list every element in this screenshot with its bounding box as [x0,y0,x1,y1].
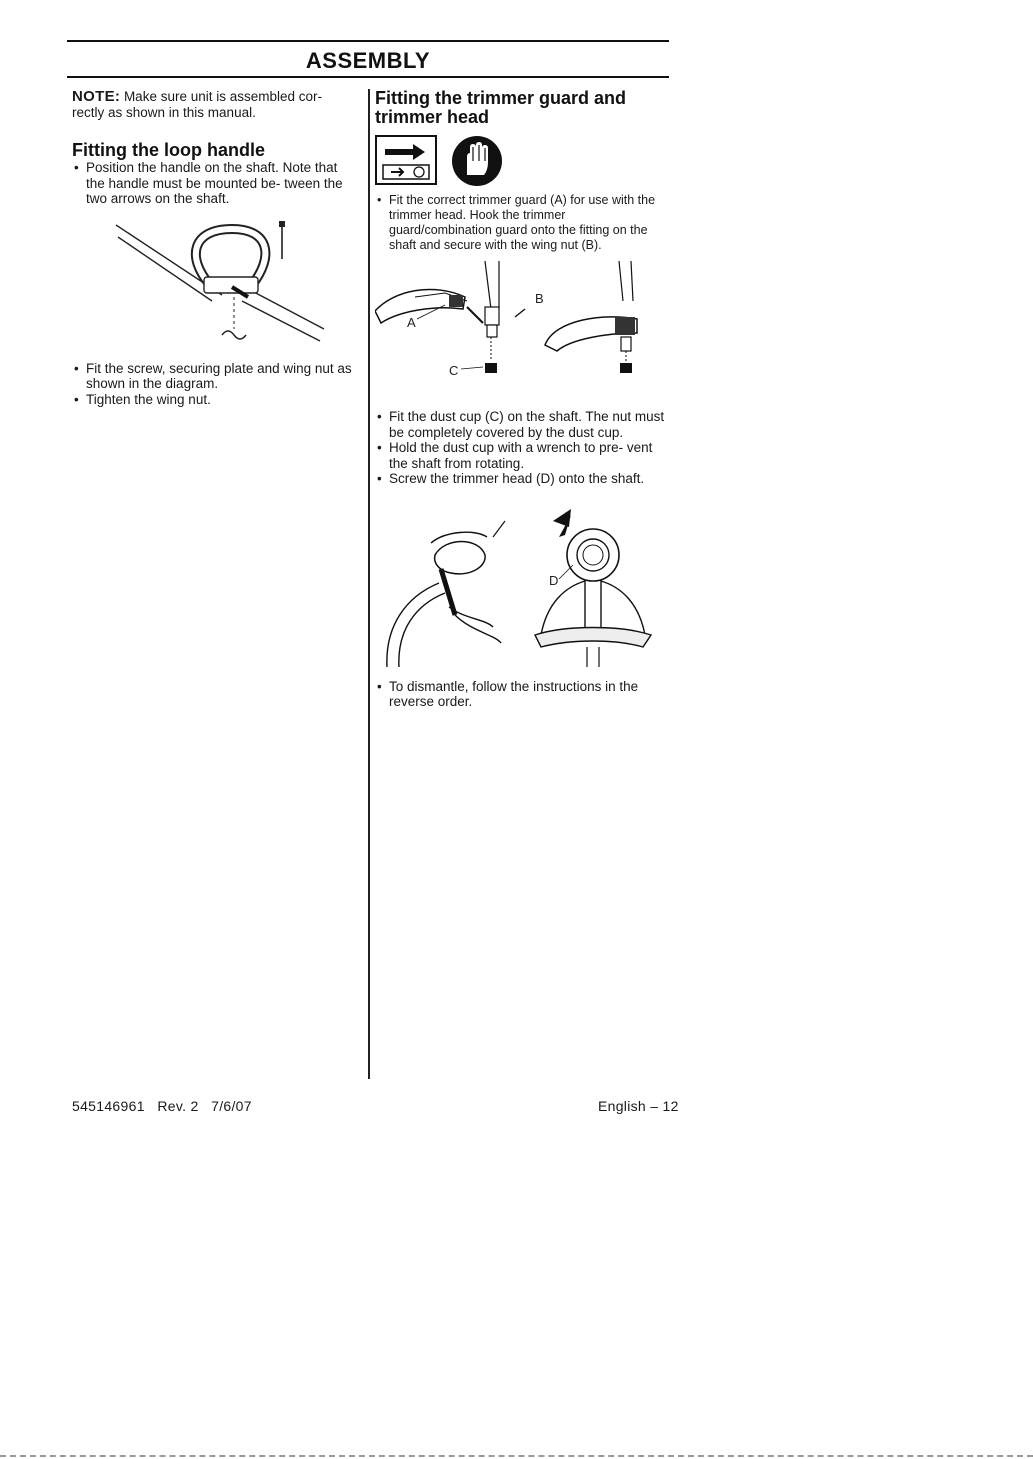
document-reference: 545146961 Rev. 2 7/6/07 [72,1098,252,1114]
right-column [375,89,665,710]
list-item: • To dismantle, follow the instructions in the reverse order. [375,679,665,710]
label-b: B [535,291,544,306]
label-d: D [549,572,559,588]
gloves-icon [451,135,503,187]
list-item: • Tighten the wing nut. [72,392,357,408]
list-item: • Screw the trimmer head (D) onto the shaft. [375,471,665,487]
loop-handle-list-2 [72,361,357,408]
manual-reference-icon [375,135,437,185]
loop-handle-heading: Fitting the loop handle [72,140,265,160]
page-bottom-edge [0,1455,1033,1457]
list-item: • Position the handle on the shaft. Note that the handle must be mounted be- tween the two arrows on the shaft. [72,160,357,207]
header-rule-bottom [67,76,669,78]
note-text-2: rectly as shown in this manual. [72,104,256,120]
trimmer-head-diagram [375,507,655,667]
column-divider [368,89,370,1079]
guard-list [375,193,665,253]
page-number: English – 12 [598,1098,679,1114]
left-column [72,89,357,407]
list-item: • Fit the correct trimmer guard (A) for use with the trimmer head. Hook the trimmer guard/combination guard onto the fitting on the shaft and secure with the wing nut (B). [375,193,665,253]
head-list [375,409,665,487]
label-c: C [449,363,459,378]
header-rule-top [67,40,669,42]
note-text: Make sure unit is assembled cor- [123,89,323,104]
loop-handle-list [72,160,357,207]
list-item: • Hold the dust cup with a wrench to pre- vent the shaft from rotating. [375,440,665,471]
loop-handle-diagram [102,217,342,355]
list-item: • Fit the dust cup (C) on the shaft. The nut must be completely covered by the dust cup. [375,409,665,440]
page-title: ASSEMBLY [305,48,431,73]
dismantle-list [375,679,665,710]
list-item: • Fit the screw, securing plate and wing nut as shown in the diagram. [72,361,357,392]
trimmer-heading: Fitting the trimmer guard and trimmer head [375,88,627,127]
symbol-row [375,135,665,187]
trimmer-guard-diagram [375,261,655,401]
note [72,89,357,120]
note-label: NOTE: [72,88,121,105]
label-a: A [407,315,416,330]
